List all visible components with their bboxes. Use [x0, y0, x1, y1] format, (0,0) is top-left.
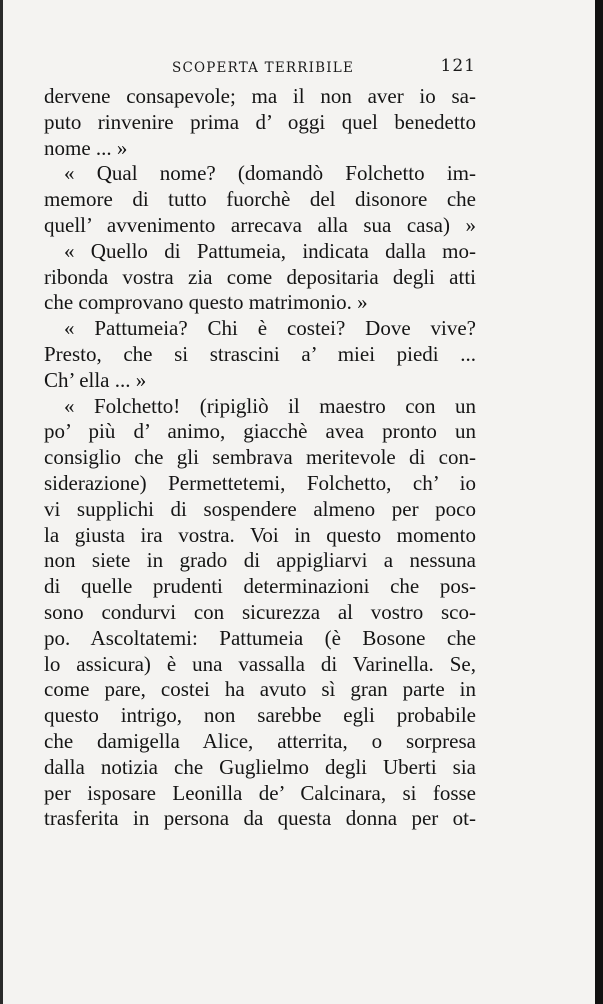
text-line: non siete in grado di appigliarvi a nessuna: [44, 548, 476, 573]
running-head-title: SCOPERTA TERRIBILE: [172, 60, 355, 76]
text-line: po’ più d’ animo, giacchè avea pronto un: [44, 419, 476, 444]
text-line: Presto, che si strascini a’ miei piedi ...: [44, 341, 476, 366]
body-text: [44, 84, 476, 832]
text-line: lo assicura) è una vassalla di Varinella. Se,: [44, 651, 476, 676]
text-line: « Pattumeia? Chi è costei? Dove vive?: [64, 316, 476, 341]
text-line: « Quello di Pattumeia, indicata dalla mo-: [64, 238, 476, 263]
text-line: la giusta ira vostra. Voi in questo momento: [44, 522, 476, 547]
text-line: di quelle prudenti determinazioni che pos-: [44, 574, 476, 599]
text-line: che comprovano questo matrimonio. »: [44, 290, 368, 315]
text-line: dalla notizia che Guglielmo degli Uberti sia: [44, 754, 476, 779]
text-line: consiglio che gli sembrava meritevole di con-: [44, 445, 476, 470]
text-line: che damigella Alice, atterrita, o sorpresa: [44, 728, 476, 753]
text-line: sono condurvi con sicurezza al vostro sco-: [44, 599, 476, 624]
text-line: quell’ avvenimento arrecava alla sua casa) »: [44, 212, 476, 237]
text-line: nome ... »: [44, 135, 128, 160]
text-line: siderazione) Permettetemi, Folchetto, ch’ io: [44, 470, 476, 495]
text-line: « Qual nome? (domandò Folchetto im-: [64, 161, 476, 186]
text-line: per isposare Leonilla de’ Calcinara, si fosse: [44, 780, 476, 805]
text-line: memore di tutto fuorchè del disonore che: [44, 187, 476, 212]
text-line: dervene consapevole; ma il non aver io sa-: [44, 84, 476, 108]
text-line: po. Ascoltatemi: Pattumeia (è Bosone che: [44, 625, 476, 650]
page-number: 121: [440, 56, 476, 76]
text-line: trasferita in persona da questa donna per ot-: [44, 806, 476, 831]
text-line: vi supplichi di sospendere almeno per poco: [44, 496, 476, 521]
page-left-edge: [0, 0, 3, 1004]
text-line: ribonda vostra zia come depositaria degli atti: [44, 264, 476, 289]
text-line: « Folchetto! (ripigliò il maestro con un: [64, 393, 476, 418]
running-head: [44, 56, 476, 82]
text-line: questo intrigo, non sarebbe egli probabile: [44, 703, 476, 728]
text-line: come pare, costei ha avuto sì gran parte in: [44, 677, 476, 702]
page-right-edge: [595, 0, 603, 1004]
text-line: Ch’ ella ... »: [44, 367, 147, 392]
text-line: puto rinvenire prima d’ oggi quel benedetto: [44, 109, 476, 134]
